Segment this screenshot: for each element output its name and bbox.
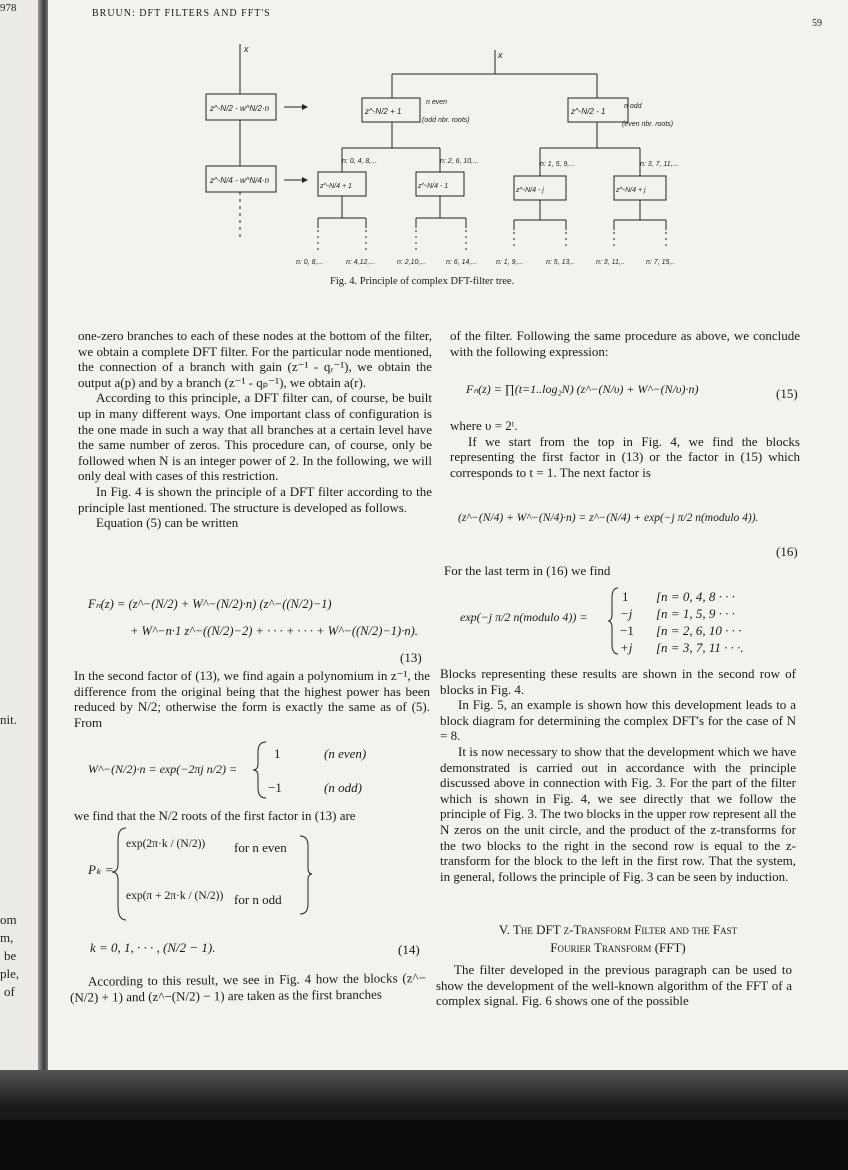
paragraph: we find that the N/2 roots of the first factor in (13) are: [74, 808, 356, 823]
case-value: −j: [620, 606, 633, 621]
pk-lhs: Pₖ =: [88, 862, 114, 877]
arrow-head: [302, 177, 308, 183]
case-condition: (n odd): [324, 780, 362, 795]
section-heading-line2: Fourier Transform (FFT): [550, 940, 686, 955]
w-exponent-lhs: W^−(N/2)·n = exp(−2πj n/2) =: [88, 762, 238, 776]
paragraph: Equation (5) can be written: [96, 515, 239, 531]
equation-number: (16): [776, 544, 798, 559]
equation-number: (13): [400, 650, 422, 665]
block-top-left: z^-N/2 + 1: [365, 107, 402, 116]
leaf-label: n: 0, 8,...: [296, 259, 324, 266]
figure-caption: Fig. 4. Principle of complex DFT-filter tree.: [330, 276, 515, 287]
paragraph: of the filter. Following the same procedure as above, we conclude with the following expression:: [450, 328, 800, 359]
edge-text: m,: [0, 930, 14, 945]
paragraph: The filter developed in the previous paragraph can be used to show the development of the well-known algorithm of the FFT of a complex signal. Fig. 6 shows one of the possible: [436, 962, 792, 1009]
leaf-label: n: 2,10,...: [397, 259, 427, 266]
input-label: x: [498, 50, 503, 60]
input-label: x: [244, 44, 249, 54]
section-heading-line1: V. The DFT z-Transform Filter and the Fast: [498, 922, 738, 937]
brace-icon: [252, 740, 268, 800]
block-2-4: z^-N/4 + j: [616, 187, 646, 194]
paragraph: For the last term in (16) we find: [444, 563, 611, 578]
case-value: −1: [268, 780, 282, 795]
paragraph: It is now necessary to show that the development which we have demonstrated is carried out in accordance with the principle discussed above in connection with Fig. 3. For the part of the filter which is shown in Fig. 4, we see directly that we follow the principle of Fig. 3. The two blocks in the upper row represent all the N zeros on the unit circle, and the product of the z-transforms for the two blocks to the right in the second row is equal to the z-transform for the block to the left in the first row. That the system, in general, follows the principle of Fig. 3 can be seen by induction.: [440, 743, 796, 884]
k-range: k = 0, 1, · · · , (N/2 − 1).: [90, 940, 216, 955]
paragraph: where υ = 2ᵗ.: [450, 418, 518, 433]
block-top-right: z^-N/2 - 1: [571, 107, 606, 116]
note: n even: [426, 99, 448, 106]
cases-lhs: exp(−j π/2 n(modulo 4)) =: [460, 610, 588, 624]
paragraph: In the second factor of (13), we find again a polynomium in z⁻¹, the difference from the original being that the highest power has been reduced by N/2; otherwise the form is exactly the same as of (5). From: [74, 668, 430, 730]
running-header: BRUUN: DFT FILTERS AND FFT'S: [92, 8, 271, 19]
case-condition: [n = 2, 6, 10 · · ·: [656, 623, 742, 638]
case-value: 1: [274, 746, 281, 761]
left-column-block-2: [74, 668, 430, 730]
right-column-block-1: [450, 328, 800, 359]
right-column-block-2: [450, 418, 800, 480]
equation-number: (15): [776, 386, 798, 401]
paragraph: According to this result, we see in Fig. 4 how the blocks (z^−(N/2) + 1) and (z^−(N/2) − 1) are taken as the first branches: [70, 970, 426, 1005]
block-left-1: z^-N/2 - w^N/2·n: [210, 104, 270, 113]
branch-label: n: 1, 5, 9,...: [540, 161, 576, 168]
pk-row-1-condition: for n even: [234, 840, 287, 855]
case-condition: (n even): [324, 746, 367, 761]
note: n odd: [624, 103, 642, 110]
brace-icon: [608, 586, 620, 656]
left-column-block-4: [70, 970, 426, 1005]
edge-page-number: 978: [0, 2, 17, 14]
equation-number: (14): [398, 942, 420, 957]
figure-4-diagram: [0, 0, 848, 290]
equation-15: Fₙ(z) = ∏(t=1..log₂N) (z^−(N/υ) + W^−(N/υ)·n): [466, 382, 699, 396]
scan-shadow: [0, 1120, 848, 1170]
arrow-head: [302, 104, 308, 110]
paragraph: one-zero branches to each of these nodes at the bottom of the filter, we obtain a complete DFT filter. For the particular node mentioned, the connection of a branch with gain (z⁻¹ - qᵣ⁻¹), we obtain the output a(p) and by a branch (z⁻¹ - qₚ⁻¹), we obtain a(r).: [78, 328, 432, 390]
edge-text: be: [4, 948, 17, 963]
pk-row-2-condition: for n odd: [234, 892, 282, 907]
note: (odd nbr. roots): [422, 117, 470, 124]
right-column-block-5: [436, 962, 792, 1009]
case-condition: [n = 1, 5, 9 · · ·: [656, 606, 735, 621]
leaf-label: n: 1, 9,...: [496, 259, 524, 266]
left-column-block-3: [74, 808, 430, 824]
block-left-2: z^-N/4 - w^N/4·n: [210, 176, 270, 185]
edge-text: nit.: [0, 712, 17, 727]
leaf-label: n: 4,12,...: [346, 259, 376, 266]
paragraph: If we start from the top in Fig. 4, we find the blocks representing the first factor in (13) or the factor in (15) which corresponds to t = 1. The next factor is: [450, 433, 800, 480]
pk-row-1: exp(2π·k / (N/2)): [126, 838, 206, 850]
left-column-block-1: [78, 328, 432, 531]
paragraph: In Fig. 4 is shown the principle of a DFT filter according to the principle last mentioned. The structure is developed as follows.: [78, 483, 432, 515]
right-column-block-4: [440, 666, 796, 884]
block-2-2: z^-N/4 - 1: [418, 183, 449, 190]
equation-13-line1: Fₙ(z) = (z^−(N/2) + W^−(N/2)·n) (z^−((N/2)−1): [88, 597, 332, 611]
branch-label: n: 0, 4, 8,...: [342, 158, 378, 165]
edge-text: ple,: [0, 966, 20, 981]
case-value: −1: [620, 623, 634, 638]
right-column-block-3: [444, 563, 798, 579]
page-number: 59: [812, 18, 822, 29]
leaf-label: n: 7, 15,..: [646, 259, 676, 266]
equation-16: (z^−(N/4) + W^−(N/4)·n) = z^−(N/4) + exp(−j π/2 n(modulo 4)).: [458, 512, 759, 524]
case-condition: [n = 0, 4, 8 · · ·: [656, 589, 735, 604]
case-value: +j: [620, 640, 633, 655]
branch-label: n: 2, 6, 10,...: [440, 158, 479, 165]
case-condition: [n = 3, 7, 11 · · ·.: [656, 640, 744, 655]
leaf-label: n: 6, 14,...: [446, 259, 478, 266]
paragraph: In Fig. 5, an example is shown how this development leads to a block diagram for determining the complex DFT's for the case of N = 8.: [440, 697, 796, 744]
pk-row-2: exp(π + 2π·k / (N/2)): [126, 890, 224, 902]
leaf-label: n: 3, 11,..: [596, 259, 625, 266]
branch-label: n: 3, 7, 11,...: [640, 161, 679, 168]
paragraph: According to this principle, a DFT filter can, of course, be built up in many different ways. One important class of configuration is the one made in such a way that all branches at a certain level have the same number of zeros. This procedure can, of course, only be followed when N is an integer power of 2. In the following, we will only deal with cases of this restriction.: [78, 390, 432, 484]
paragraph: Blocks representing these results are shown in the second row of blocks in Fig. 4.: [440, 666, 796, 697]
edge-text: of: [4, 984, 15, 999]
leaf-label: n: 5, 13,..: [546, 259, 576, 266]
block-2-1: z^-N/4 + 1: [320, 183, 352, 190]
edge-text: om: [0, 912, 17, 927]
equation-13-line2: + W^−n·1 z^−((N/2)−2) + · · · + · · · + W^−((N/2)−1)·n).: [130, 624, 418, 638]
block-2-3: z^-N/4 - j: [516, 187, 544, 194]
note: (even nbr. roots): [622, 121, 674, 128]
case-value: 1: [622, 589, 629, 604]
